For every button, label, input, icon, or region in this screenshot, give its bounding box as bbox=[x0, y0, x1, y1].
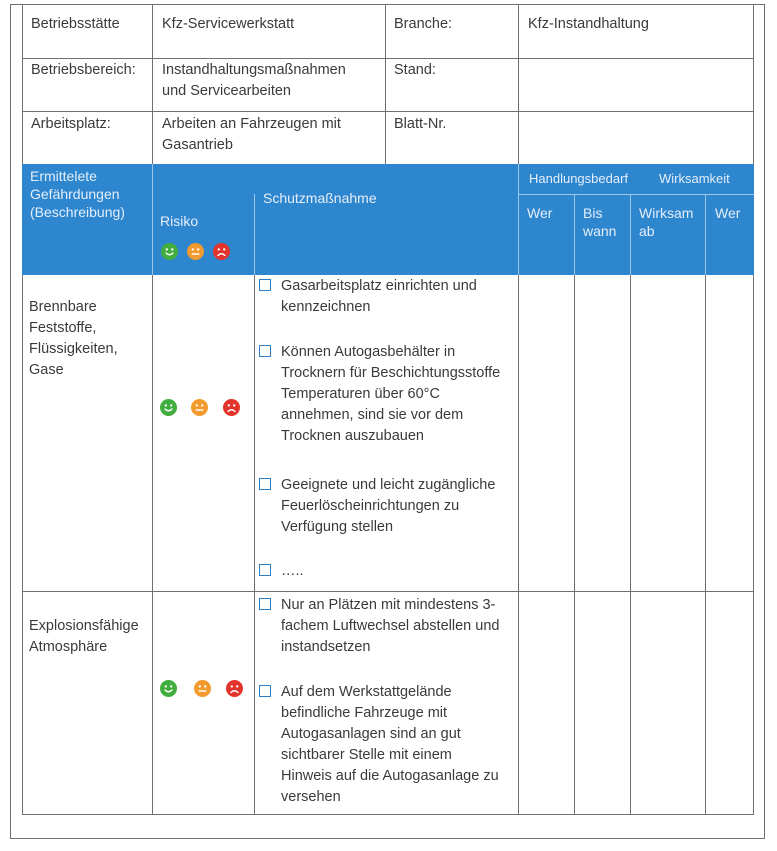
checkbox-icon[interactable] bbox=[259, 598, 271, 610]
smiley-happy-icon bbox=[161, 243, 178, 260]
blatt-nr-label: Blatt-Nr. bbox=[394, 116, 447, 132]
arbeitsplatz-value: Arbeiten an Fahrzeugen mit Gasantrieb bbox=[162, 116, 341, 153]
divider bbox=[22, 591, 754, 592]
smiley-sad-icon[interactable] bbox=[226, 680, 243, 697]
branche-value: Kfz-Instandhaltung bbox=[528, 16, 649, 32]
measure-text: Können Autogasbehälter in Trocknern für Beschichtungsstoffe Temperaturen über 60°C annehmen, sind sie vor dem Trocknen auszubauen bbox=[281, 344, 501, 444]
checkbox-icon[interactable] bbox=[259, 279, 271, 291]
divider bbox=[254, 275, 255, 814]
header-divider bbox=[630, 194, 631, 275]
header-wer: Wer bbox=[527, 205, 553, 221]
checkbox-icon[interactable] bbox=[259, 345, 271, 357]
header-divider bbox=[518, 164, 519, 275]
betriebsbereich-label: Betriebsbereich: bbox=[31, 62, 136, 78]
divider bbox=[518, 275, 519, 814]
header-divider bbox=[254, 194, 255, 275]
header-wirksam-ab: Wirksam ab bbox=[639, 205, 694, 239]
branche-label: Branche: bbox=[394, 16, 453, 32]
measure-item bbox=[259, 342, 511, 447]
betriebsbereich-value: Instandhaltungsmaßnahmen und Servicearbeiten bbox=[162, 62, 346, 99]
header-bis-wann: Bis wann bbox=[583, 205, 617, 239]
divider bbox=[385, 4, 386, 164]
divider bbox=[22, 275, 23, 814]
measure-text: Gasarbeitsplatz einrichten und kennzeichnen bbox=[281, 278, 477, 315]
measure-text: Auf dem Werkstattgelände befindliche Fahrzeuge mit Autogasanlagen sind an gut sichtbarer Stelle mit einem Hinweis auf die Autogasanlage zu versehen bbox=[281, 684, 499, 805]
measure-text: Geeignete und leicht zugängliche Feuerlöscheinrichtungen zu Verfügung stellen bbox=[281, 477, 496, 535]
measure-item bbox=[259, 682, 511, 808]
divider bbox=[22, 111, 754, 112]
measure-text: Nur an Plätzen mit mindestens 3- fachem Luftwechsel abstellen und instandsetzen bbox=[281, 597, 500, 655]
checkbox-icon[interactable] bbox=[259, 478, 271, 490]
divider bbox=[630, 275, 631, 814]
hazard-text: Brennbare Feststoffe, Flüssigkeiten, Gase bbox=[29, 299, 118, 378]
smiley-neutral-icon[interactable] bbox=[191, 399, 208, 416]
header-risiko: Risiko bbox=[160, 213, 199, 229]
header-handlungsbedarf: Handlungsbedarf bbox=[529, 171, 629, 186]
smiley-sad-icon bbox=[213, 243, 230, 260]
header-schutzmassnahme: Schutzmaßnahme bbox=[263, 190, 377, 206]
checkbox-icon[interactable] bbox=[259, 564, 271, 576]
divider bbox=[705, 275, 706, 814]
header-divider bbox=[518, 194, 754, 195]
measure-item bbox=[259, 475, 511, 538]
divider bbox=[22, 814, 754, 815]
betriebsstaette-label: Betriebsstätte bbox=[31, 16, 120, 32]
smiley-neutral-icon[interactable] bbox=[194, 680, 211, 697]
header-divider bbox=[574, 194, 575, 275]
header-wer-2: Wer bbox=[715, 205, 741, 221]
divider bbox=[753, 4, 754, 814]
header-gefaehrdungen: Ermittelete Gefährdungen (Beschreibung) bbox=[30, 168, 125, 220]
header-divider bbox=[152, 164, 153, 275]
smiley-happy-icon[interactable] bbox=[160, 399, 177, 416]
measure-item bbox=[259, 276, 511, 318]
hazard-text: Explosionsfähige Atmosphäre bbox=[29, 618, 139, 655]
measure-text: ….. bbox=[281, 563, 304, 579]
stand-label: Stand: bbox=[394, 62, 436, 78]
smiley-sad-icon[interactable] bbox=[223, 399, 240, 416]
header-wirksamkeit: Wirksamkeit bbox=[659, 171, 730, 186]
measure-item bbox=[259, 595, 511, 658]
arbeitsplatz-label: Arbeitsplatz: bbox=[31, 116, 111, 132]
divider bbox=[152, 275, 153, 814]
measure-item bbox=[259, 561, 511, 582]
divider bbox=[22, 58, 754, 59]
checkbox-icon[interactable] bbox=[259, 685, 271, 697]
divider bbox=[574, 275, 575, 814]
betriebsstaette-value: Kfz-Servicewerkstatt bbox=[162, 16, 295, 32]
smiley-neutral-icon bbox=[187, 243, 204, 260]
divider bbox=[518, 4, 519, 164]
header-divider bbox=[705, 194, 706, 275]
smiley-happy-icon[interactable] bbox=[160, 680, 177, 697]
divider bbox=[152, 4, 153, 164]
